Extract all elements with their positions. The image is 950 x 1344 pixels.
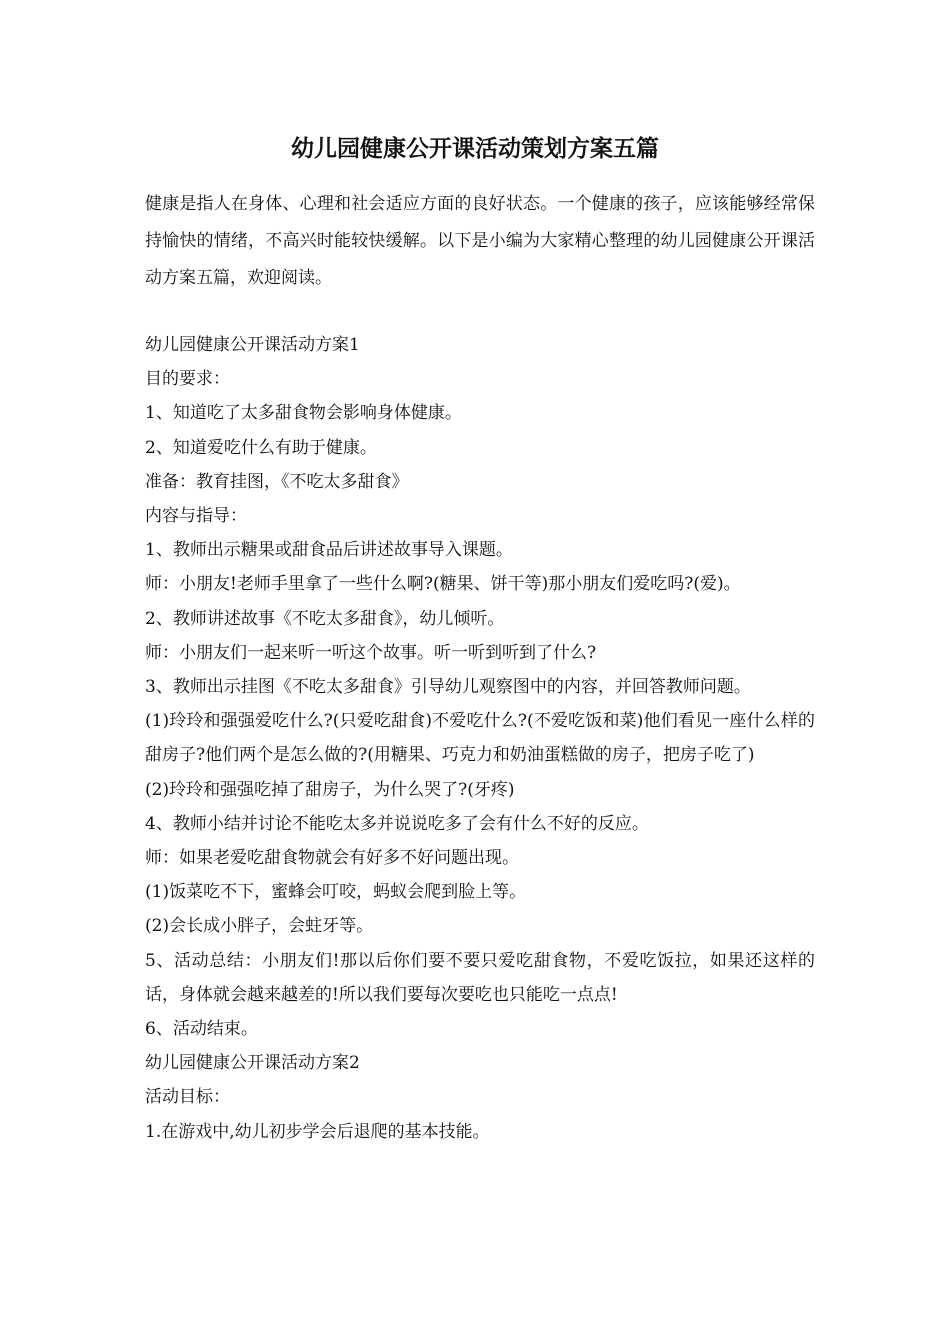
text-paragraph: 5、活动总结：小朋友们!那以后你们要不要只爱吃甜食物，不爱吃饭拉，如果还这样的话，身体就会越来越差的!所以我们要每次要吃也只能吃一点点! xyxy=(145,950,815,1005)
text-line: 活动目标： xyxy=(145,1087,230,1108)
text-line: 2、知道爱吃什么有助于健康。 xyxy=(145,437,377,458)
text-line: 师：小朋友!老师手里拿了一些什么啊?(糖果、饼干等)那小朋友们爱吃吗?(爱)。 xyxy=(145,574,741,595)
document-title: 幼儿园健康公开课活动策划方案五篇 xyxy=(291,135,659,162)
text-line: 目的要求： xyxy=(145,369,230,390)
text-line: 1.在游戏中,幼儿初步学会后退爬的基本技能。 xyxy=(145,1121,490,1142)
text-line: 3、教师出示挂图《不吃太多甜食》引导幼儿观察图中的内容，并回答教师问题。 xyxy=(145,677,751,698)
text-line: 1、教师出示糖果或甜食品后讲述故事导入课题。 xyxy=(145,540,513,561)
intro-paragraph: 健康是指人在身体、心理和社会适应方面的良好状态。一个健康的孩子，应该能够经常保持愉快的情绪，不高兴时能较快缓解。以下是小编为大家精心整理的幼儿园健康公开课活动方案五篇，欢迎阅读。 xyxy=(145,194,815,288)
text-line: 内容与指导： xyxy=(145,506,247,527)
text-line: (2)玲玲和强强吃掉了甜房子，为什么哭了?(牙疼) xyxy=(145,779,515,800)
text-line: (2)会长成小胖子，会蛀牙等。 xyxy=(145,916,374,937)
text-line: 师：如果老爱吃甜食物就会有好多不好问题出现。 xyxy=(145,848,519,869)
text-paragraph: (1)玲玲和强强爱吃什么?(只爱吃甜食)不爱吃什么?(不爱吃饭和菜)他们看见一座什么样的甜房子?他们两个是怎么做的?(用糖果、巧克力和奶油蛋糕做的房子，把房子吃了) xyxy=(145,711,815,766)
text-line: 1、知道吃了太多甜食物会影响身体健康。 xyxy=(145,403,462,424)
document-body xyxy=(145,328,815,1149)
text-line: 2、教师讲述故事《不吃太多甜食》，幼儿倾听。 xyxy=(145,608,505,629)
text-line: 6、活动结束。 xyxy=(145,1019,258,1040)
text-line: (1)饭菜吃不下，蜜蜂会叮咬，蚂蚁会爬到脸上等。 xyxy=(145,882,527,903)
section-heading-2: 幼儿园健康公开课活动方案2 xyxy=(145,1053,360,1074)
text-line: 师：小朋友们一起来听一听这个故事。听一听到听到了什么? xyxy=(145,642,597,663)
text-line: 准备：教育挂图，《不吃太多甜食》 xyxy=(145,471,409,492)
text-line: 4、教师小结并讨论不能吃太多并说说吃多了会有什么不好的反应。 xyxy=(145,813,649,834)
section-heading-1: 幼儿园健康公开课活动方案1 xyxy=(145,335,360,355)
